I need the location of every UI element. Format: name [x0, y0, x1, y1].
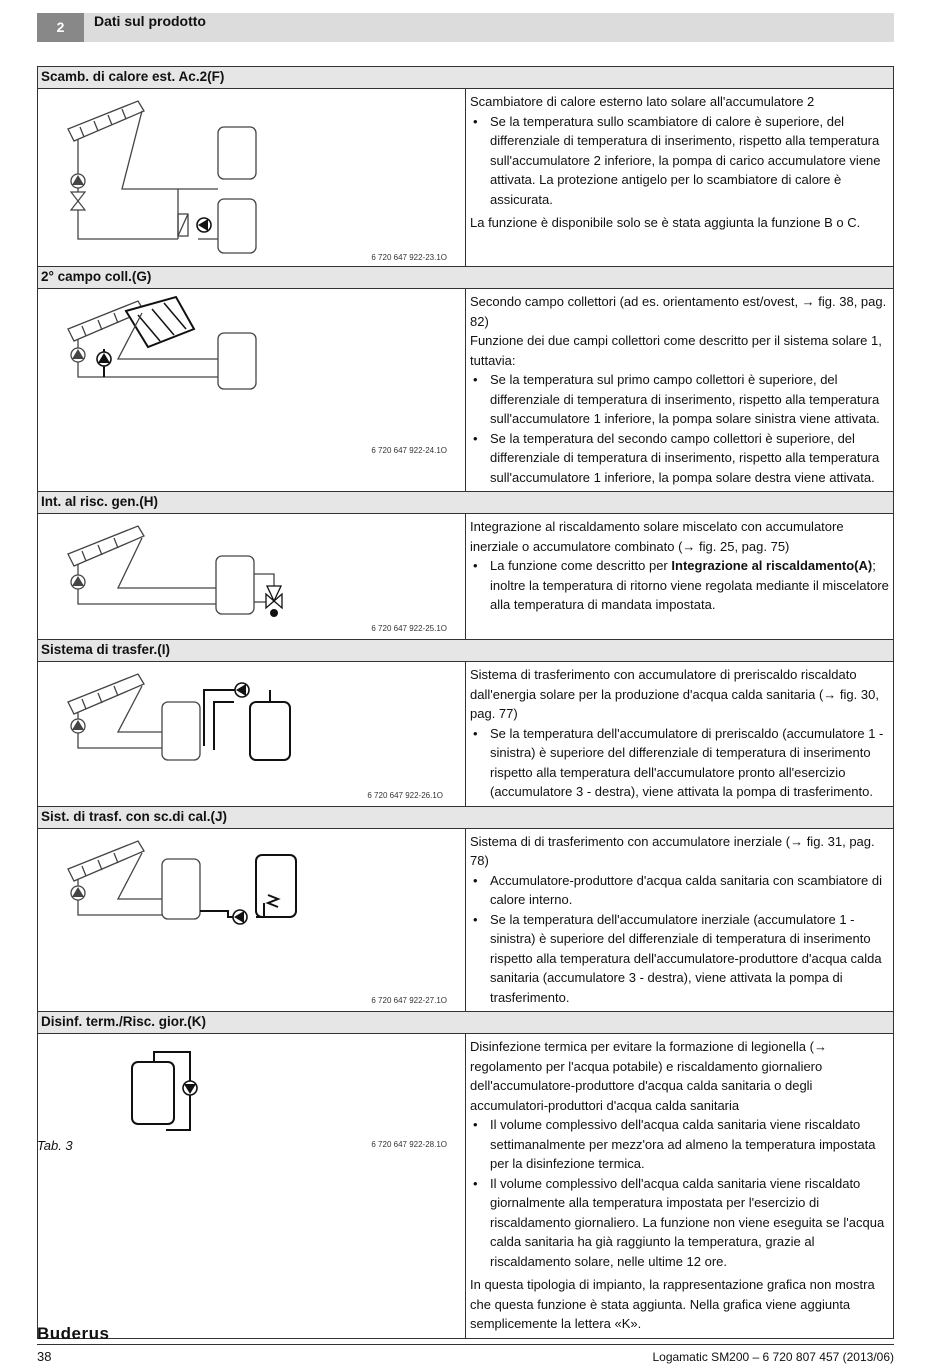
schematic-g	[38, 289, 316, 409]
schematic-i	[38, 662, 316, 786]
section-text-f	[466, 89, 894, 267]
section-title-j: Sist. di trasf. con sc.di cal.(J)	[38, 806, 894, 828]
note-f: La funzione è disponibile solo se è stata aggiunta la funzione B o C.	[470, 215, 861, 230]
figure-code-g: 6 720 647 922-24.1O	[371, 446, 447, 455]
section-title-g: 2° campo coll.(G)	[38, 267, 894, 289]
schematic-j	[38, 829, 316, 953]
section-text-i	[466, 662, 894, 807]
page-number: 38	[37, 1349, 52, 1364]
section-title-f: Scamb. di calore est. Ac.2(F)	[38, 67, 894, 89]
section-title-h: Int. al risc. gen.(H)	[38, 492, 894, 514]
bullet-k-1: • Il volume complessivo dell'acqua calda sanitaria viene riscaldato settimanalmente per mezz'ora ad almeno la temperatura impostata per la disinfezione termica.	[470, 1115, 889, 1174]
bullet-g-1: • Se la temperatura sul primo campo collettori è superiore, del differenziale di temperatura di inserimento, rispetto alla temperatura sull'accumulatore 1 inferiore, la pompa solare sinistra viene attivata.	[470, 370, 889, 429]
bullet-j-1: • Accumulatore-produttore d'acqua calda sanitaria con scambiatore di calore interno.	[470, 871, 889, 910]
bullet-h-1-pre: La funzione come descritto per	[490, 558, 672, 573]
section-text-h	[466, 514, 894, 640]
footer-divider	[37, 1344, 894, 1345]
diagram-i	[38, 662, 466, 807]
section-text-k	[466, 1034, 894, 1339]
figure-code-f: 6 720 647 922-23.1O	[371, 253, 447, 262]
bullet-h-1-post: ; inoltre la temperatura di ritorno viene regolata mediante il miscelatore alla temperatura di mandata impostata.	[490, 558, 889, 612]
bullet-i-1: • Se la temperatura dell'accumulatore di preriscaldo (accumulatore 1 - sinistra) è superiore del differenziale di temperatura di inserimento rispetto alla temperatura dell'accumulatore pronto all'esercizio (accumulatore 3 - destra), viene attivata la pompa di trasferimento.	[470, 724, 889, 802]
chapter-number: 2	[37, 13, 84, 42]
bullet-f-1: • Se la temperatura sullo scambiatore di calore è superiore, del differenziale di temperatura di inserimento, rispetto alla temperatura sull'accumulatore 2 inferiore, la pompa di carico accumulatore viene attivata. La protezione antigelo per lo scambiatore di calore è assicurata.	[470, 112, 889, 210]
bullet-h-1-bold: Integrazione al riscaldamento(A)	[671, 558, 873, 573]
diagram-h	[38, 514, 466, 640]
note-k: In questa tipologia di impianto, la rappresentazione grafica non mostra che questa funzione è stata aggiunta. Nella grafica viene aggiunta semplicemente la lettera «K».	[470, 1277, 875, 1331]
figure-code-h: 6 720 647 922-25.1O	[371, 624, 447, 633]
section-text-j	[466, 828, 894, 1012]
figure-code-k: 6 720 647 922-28.1O	[371, 1140, 447, 1149]
schematic-k	[38, 1034, 316, 1154]
document-reference: Logamatic SM200 – 6 720 807 457 (2013/06)	[652, 1350, 894, 1364]
section-text-g	[466, 289, 894, 492]
bullet-k-2: • Il volume complessivo dell'acqua calda sanitaria viene riscaldato giornalmente alla temperatura impostata per l'esercizio di riscaldamento giornaliero. La funzione non viene eseguita se l'acqua calda sanitaria ha già raggiunto la temperatura, grazie al riscaldamento solare, nelle ultime 12 ore.	[470, 1174, 889, 1272]
bullet-g-2: • Se la temperatura del secondo campo collettori è superiore, del differenziale di temperatura di inserimento, rispetto alla temperatura sull'accumulatore 1 inferiore, la pompa solare destra viene attivata.	[470, 429, 889, 488]
bullet-j-2: • Se la temperatura dell'accumulatore inerziale (accumulatore 1 - sinistra) è superiore del differenziale di temperatura di inserimento rispetto alla temperatura dell'accumulatore-produttore d'acqua calda sanitaria (accumulatore 3 - destra), viene attivata la pompa di trasferimento.	[470, 910, 889, 1008]
schematic-h	[38, 514, 316, 638]
diagram-k	[38, 1034, 466, 1339]
intro-k: Disinfezione termica per evitare la formazione di legionella (→ regolamento per l'acqua potabile) e riscaldamento giornaliero dell'accumulatore-produttore d'acqua calda sanitaria o degli accumulatori-produttori d'acqua calda sanitaria	[470, 1039, 827, 1113]
section-title-k: Disinf. term./Risc. gior.(K)	[38, 1012, 894, 1034]
intro-g: Secondo campo collettori (ad es. orientamento est/ovest, → fig. 38, pag. 82)	[470, 294, 887, 329]
table-caption: Tab. 3	[37, 1138, 73, 1153]
intro-j: Sistema di di trasferimento con accumulatore inerziale (→ fig. 31, pag. 78)	[470, 833, 875, 868]
chapter-title: Dati sul prodotto	[94, 13, 206, 29]
intro-i: Sistema di trasferimento con accumulatore di preriscaldo riscaldato dall'energia solare per la produzione d'acqua calda sanitaria (→ fig. 30, pag. 77)	[470, 667, 879, 721]
section-title-i: Sistema di trasfer.(I)	[38, 640, 894, 662]
diagram-f	[38, 89, 466, 267]
brand-logo: Buderus	[37, 1324, 110, 1343]
figure-code-j: 6 720 647 922-27.1O	[371, 996, 447, 1005]
diagram-g	[38, 289, 466, 492]
page-header	[37, 13, 894, 42]
function-table	[37, 66, 894, 1339]
diagram-j	[38, 828, 466, 1012]
intro-h: Integrazione al riscaldamento solare miscelato con accumulatore inerziale o accumulatore combinato (→ fig. 25, pag. 75)	[470, 519, 844, 554]
bullet-h-1	[470, 556, 889, 615]
schematic-f	[38, 89, 316, 265]
figure-code-i: 6 720 647 922-26.1O	[367, 790, 443, 800]
intro2-g: Funzione dei due campi collettori come descritto per il sistema solare 1, tuttavia:	[470, 333, 882, 368]
intro-f: Scambiatore di calore esterno lato solare all'accumulatore 2	[470, 94, 815, 109]
